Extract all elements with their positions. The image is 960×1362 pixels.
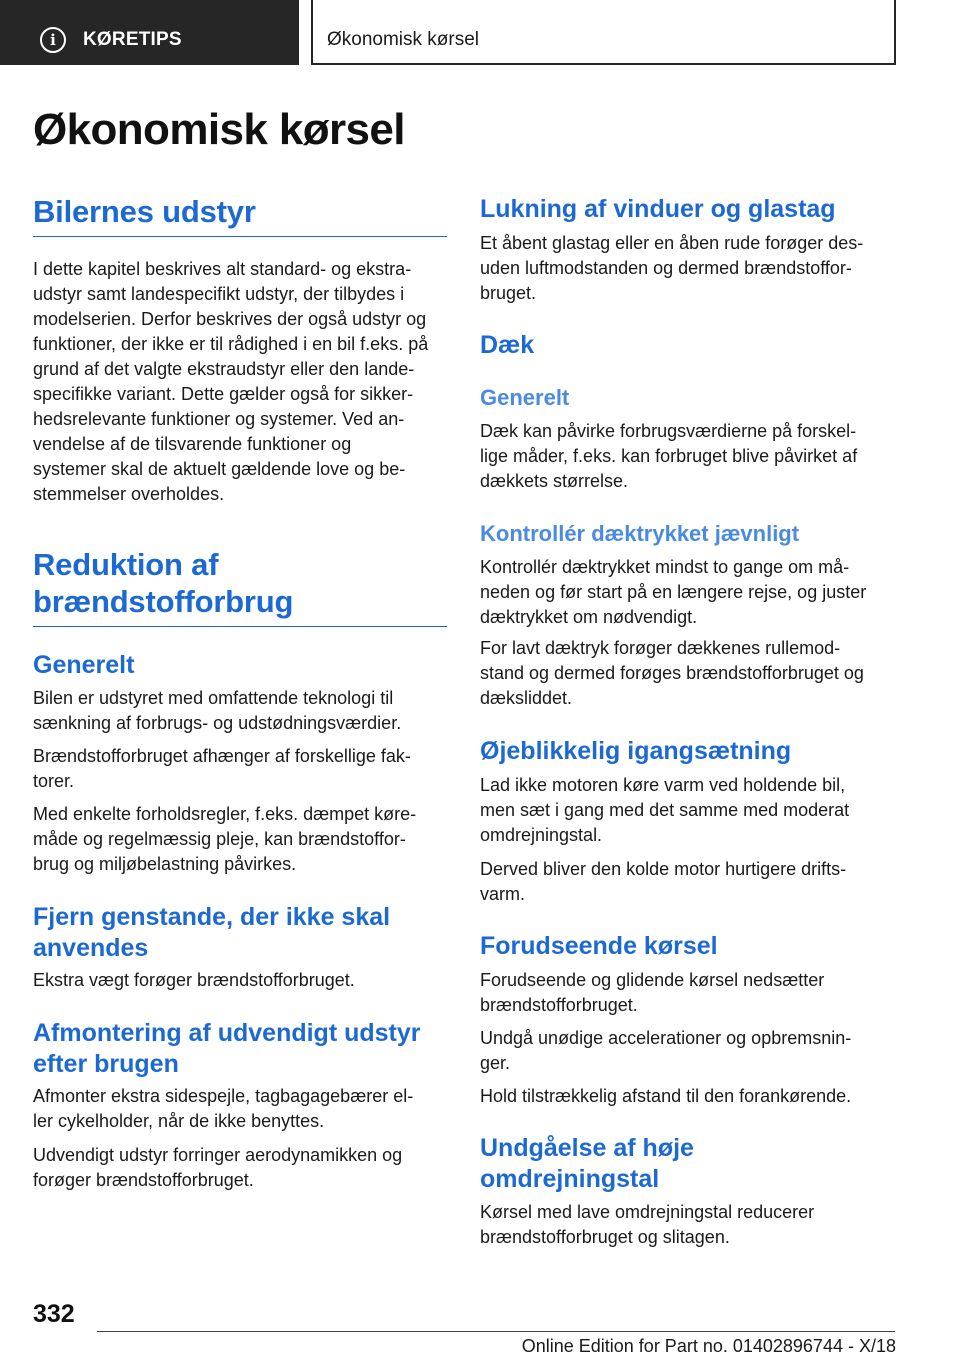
paragraph-generelt-3: Med enkelte forholdsregler, f.eks. dæmpet køre- måde og regelmæssig pleje, kan brændstoffor- brug og miljøbelastning påvirkes.: [33, 804, 417, 874]
heading-lukning: Lukning af vinduer og glastag: [480, 195, 836, 223]
footer-edition: Online Edition for Part no. 01402896744 - X/18: [521, 1336, 896, 1356]
heading-daek: Dæk: [480, 331, 535, 359]
paragraph-forudseende-1: Forudseende og glidende kørsel nedsætter brændstofforbruget.: [480, 970, 825, 1015]
paragraph-generelt-1: Bilen er udstyret med omfattende teknologi til sænkning af forbrugs- og udstødningsværdier.: [33, 688, 402, 733]
heading-reduktion: Reduktion af brændstofforbrug: [33, 546, 447, 627]
footer-rule: [97, 1331, 895, 1332]
paragraph-oejeblikkelig-2: Derved bliver den kolde motor hurtigere drifts- varm.: [480, 859, 847, 904]
heading-generelt-right: Generelt: [480, 385, 570, 410]
paragraph-afmontering-2: Udvendigt udstyr forringer aerodynamikken og forøger brændstofforbruget.: [33, 1145, 403, 1190]
heading-undgaaelse: Undgåelse af høje omdrejningstal: [480, 1134, 694, 1193]
paragraph-udstyr: I dette kapitel beskrives alt standard- og ekstra- udstyr samt landespecifikt udstyr, der tilbydes i modelserien. Derfor beskrives der også udstyr og funktioner, der ikke er til rådighed i en bil f.eks. på grund af det valgte ekstraudstyr eller den lande- specifikke variant. Dette gælder også for sikker- hedsrelevante funktioner og systemer. Ved an- vendelse af de tilsvarende funktioner og systemer skal de aktuelt gældende love og be- stemmelser overholdes.: [33, 259, 429, 504]
heading-kontrol: Kontrollér dæktrykket jævnligt: [480, 521, 800, 546]
paragraph-forudseende-3: Hold tilstrækkelig afstand til den forankørende.: [480, 1086, 852, 1106]
paragraph-oejeblikkelig-1: Lad ikke motoren køre varm ved holdende bil, men sæt i gang med det samme med moderat omdrejningstal.: [480, 775, 850, 845]
paragraph-kontrol-1: Kontrollér dæktrykket mindst to gange om må- neden og før start på en længere rejse, og juster dæktrykket om nødvendigt.: [480, 557, 867, 627]
page-title: Økonomisk kørsel: [33, 105, 405, 154]
paragraph-lukning: Et åbent glastag eller en åben rude forøger des- uden luftmodstanden og dermed brændstoffor- bruget.: [480, 233, 864, 303]
paragraph-kontrol-2: For lavt dæktryk forøger dækkenes rullemod- stand og dermed forøges brændstofforbruget og dæksliddet.: [480, 638, 864, 708]
paragraph-fjern: Ekstra vægt forøger brændstofforbruget.: [33, 970, 355, 990]
header-chapter-label: Økonomisk kørsel: [327, 29, 480, 50]
page-number: 332: [33, 1300, 75, 1328]
heading-oejeblikkelig: Øjeblikkelig igangsætning: [480, 737, 792, 765]
heading-afmontering: Afmontering af udvendigt udstyr efter brugen: [33, 1019, 421, 1078]
paragraph-forudseende-2: Undgå unødige accelerationer og opbremsnin- ger.: [480, 1028, 852, 1073]
heading-fjern-genstande: Fjern genstande, der ikke skal anvendes: [33, 903, 391, 962]
heading-bilernes-udstyr: Bilernes udstyr: [33, 193, 447, 237]
paragraph-daek: Dæk kan påvirke forbrugsværdierne på forskel- lige måder, f.eks. kan forbruget blive påvirket af dækkets størrelse.: [480, 421, 858, 491]
info-icon: i: [40, 27, 66, 53]
heading-forudseende: Forudseende kørsel: [480, 932, 718, 960]
header-section-label: KØRETIPS: [83, 29, 182, 50]
paragraph-undgaaelse: Kørsel med lave omdrejningstal reducerer brændstofforbruget og slitagen.: [480, 1202, 815, 1247]
paragraph-afmontering-1: Afmonter ekstra sidespejle, tagbagagebærer el- ler cykelholder, når de ikke benyttes.: [33, 1086, 414, 1131]
heading-generelt-left: Generelt: [33, 651, 135, 679]
paragraph-generelt-2: Brændstofforbruget afhænger af forskellige fak- torer.: [33, 746, 411, 791]
